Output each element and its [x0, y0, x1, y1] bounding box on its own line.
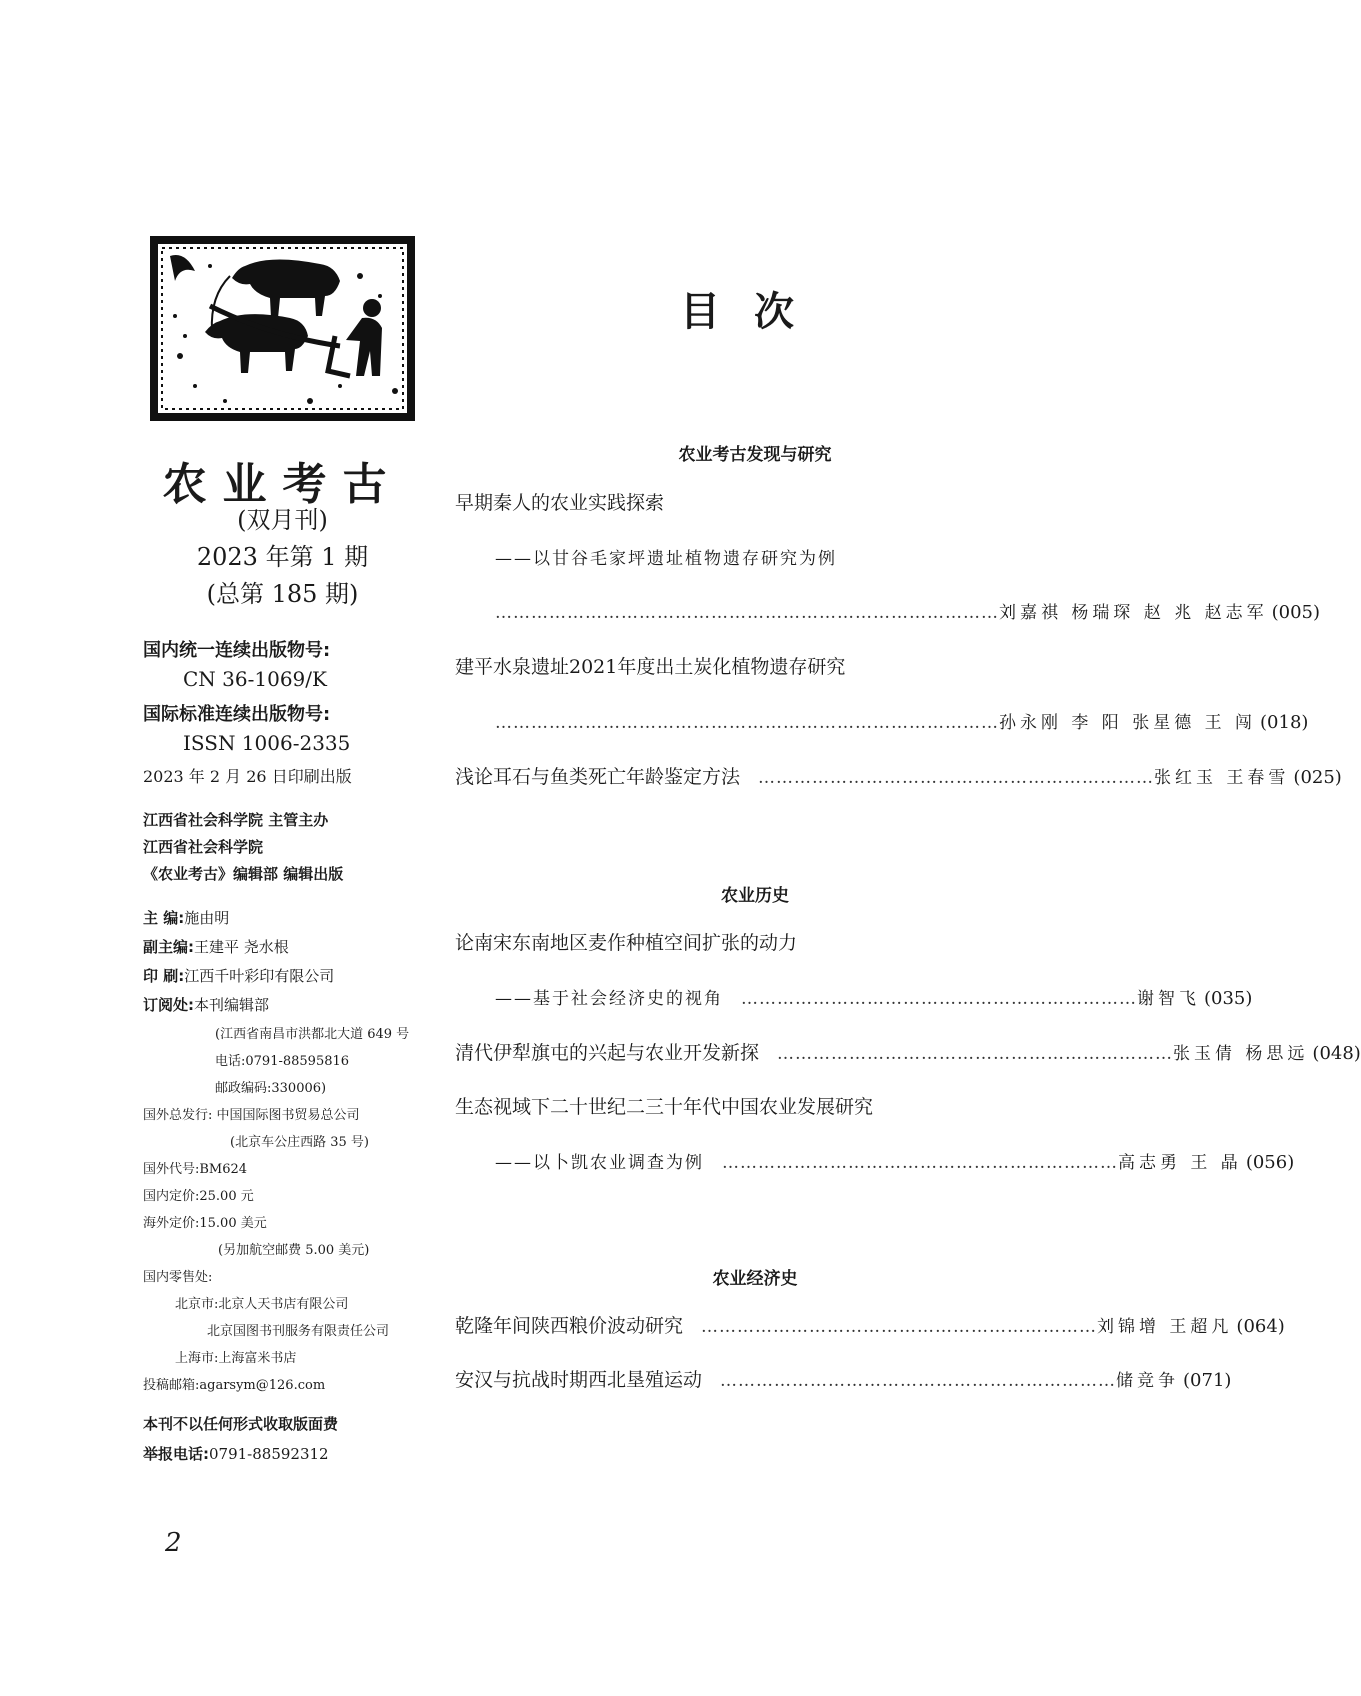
retail-beijing-1: 北京市:北京人天书店有限公司: [175, 1297, 349, 1312]
price-domestic: 国内定价:25.00 元: [143, 1189, 254, 1204]
report-value: 0791-88592312: [209, 1445, 329, 1463]
subscription-address: (江西省南昌市洪都北大道 649 号: [215, 1027, 410, 1042]
article-authors: 孙永刚 李 阳 张星德 王 闯: [999, 713, 1257, 733]
no-fee-notice: 本刊不以任何形式收取版面费: [143, 1415, 339, 1433]
issn-number: ISSN 1006-2335: [183, 731, 351, 755]
price-overseas: 海外定价:15.00 美元: [143, 1216, 267, 1231]
dot-leader: …………………………………………………………………………: [495, 713, 999, 733]
article-page[interactable]: (005): [1271, 602, 1321, 623]
journal-frequency: (双月刊): [237, 506, 328, 534]
article-page[interactable]: (035): [1204, 988, 1253, 1009]
retail-beijing-2: 北京国图书刊服务有限责任公司: [207, 1324, 390, 1339]
article-entry: [495, 984, 1253, 1009]
editor-label: 主 编:: [143, 909, 185, 927]
printer-value: 江西千叶彩印有限公司: [184, 967, 335, 985]
article-entry: [455, 1038, 1361, 1065]
article-title[interactable]: 乾隆年间陕西粮价波动研究: [455, 1315, 684, 1337]
section-title: 农业考古发现与研究: [678, 445, 832, 465]
dot-leader: …………………………………………………………: [720, 1371, 1117, 1391]
article-authors: 张玉倩 杨思远: [1173, 1044, 1309, 1064]
issn-label: 国际标准连续出版物号:: [143, 704, 331, 725]
cn-label: 国内统一连续出版物号:: [143, 640, 331, 661]
overseas-code: 国外代号:BM624: [143, 1162, 248, 1177]
printer: [143, 965, 334, 986]
subscription-phone: 电话:0791-88595816: [215, 1054, 350, 1069]
article-subtitle: ——以卜凯农业调查为例: [495, 1153, 704, 1173]
article-page[interactable]: (048): [1312, 1043, 1361, 1064]
dot-leader: …………………………………………………………: [777, 1044, 1174, 1064]
article-subtitle: ——基于社会经济史的视角: [495, 989, 723, 1009]
article-title[interactable]: 早期秦人的农业实践探索: [455, 492, 665, 514]
section-title: 农业历史: [721, 886, 789, 906]
price-airmail: (另加航空邮费 5.00 美元): [218, 1243, 370, 1258]
deputy-editors: [143, 936, 289, 957]
article-page[interactable]: (025): [1293, 767, 1342, 788]
article-byline: [495, 708, 1309, 733]
deputy-label: 副主编:: [143, 938, 194, 956]
deputy-value: 王建平 尧水根: [194, 938, 289, 956]
retail-label: 国内零售处:: [143, 1270, 213, 1285]
contents-heading: 目次: [680, 289, 828, 335]
submission-email: 投稿邮箱:agarsym@126.com: [143, 1378, 326, 1393]
dot-leader: …………………………………………………………………………: [495, 603, 999, 623]
article-page[interactable]: (064): [1236, 1316, 1285, 1337]
subscribe-value: 本刊编辑部: [194, 996, 270, 1014]
article-title[interactable]: 论南宋东南地区麦作种植空间扩张的动力: [455, 932, 798, 954]
dot-leader: …………………………………………………………: [741, 989, 1137, 1009]
dot-leader: …………………………………………………………: [701, 1317, 1098, 1337]
article-authors: 张红玉 王春雪: [1154, 768, 1290, 788]
section-title: 农业经济史: [712, 1269, 798, 1289]
publisher-institute: 江西省社会科学院: [143, 838, 264, 856]
article-title[interactable]: 清代伊犁旗屯的兴起与农业开发新探: [455, 1042, 760, 1064]
article-authors: 谢智飞: [1137, 989, 1200, 1009]
article-subtitle: ——以甘谷毛家坪遗址植物遗存研究为例: [495, 549, 837, 569]
article-title[interactable]: 安汉与抗战时期西北垦殖运动: [455, 1369, 703, 1391]
journal-title: 农业考古: [162, 459, 403, 510]
article-authors: 刘锦增 王超凡: [1097, 1317, 1233, 1337]
total-issue-number: (总第 185 期): [206, 580, 359, 608]
issue-number: 2023 年第 1 期: [196, 543, 369, 571]
article-authors: 储竞争: [1116, 1371, 1180, 1391]
retail-shanghai: 上海市:上海富米书店: [175, 1351, 297, 1366]
overseas-distributor: 国外总发行: 中国国际图书贸易总公司: [143, 1108, 360, 1123]
publisher-sponsor: 江西省社会科学院 主管主办: [143, 811, 329, 829]
article-byline: [495, 598, 1321, 623]
article-authors: 高志勇 王 晶: [1118, 1153, 1242, 1173]
article-entry: [455, 1365, 1232, 1392]
article-entry: [455, 762, 1342, 789]
editor-value: 施由明: [184, 909, 230, 927]
journal-logo-woodcut: [150, 236, 415, 421]
article-title[interactable]: 浅论耳石与鱼类死亡年龄鉴定方法: [455, 766, 741, 788]
editor-in-chief: [143, 907, 229, 928]
article-page[interactable]: (071): [1183, 1370, 1232, 1391]
subscribe-label: 订阅处:: [143, 996, 194, 1014]
dot-leader: …………………………………………………………: [722, 1153, 1118, 1173]
publisher-editorial: 《农业考古》编辑部 编辑出版: [143, 865, 344, 883]
article-authors: 刘嘉祺 杨瑞琛 赵 兆 赵志军: [999, 603, 1268, 623]
article-title[interactable]: 建平水泉遗址2021年度出土炭化植物遗存研究: [455, 656, 846, 678]
report-phone: [143, 1443, 329, 1464]
article-page[interactable]: (018): [1260, 712, 1309, 733]
overseas-address: (北京车公庄西路 35 号): [230, 1135, 369, 1150]
article-title[interactable]: 生态视域下二十世纪二三十年代中国农业发展研究: [455, 1096, 874, 1118]
page-number: 2: [165, 1528, 182, 1558]
subscription: [143, 994, 269, 1015]
article-entry: [455, 1311, 1285, 1338]
dot-leader: …………………………………………………………: [758, 768, 1155, 788]
printer-label: 印 刷:: [143, 967, 185, 985]
cn-number: CN 36-1069/K: [183, 667, 327, 691]
subscription-zip: 邮政编码:330006): [215, 1081, 327, 1096]
print-date: 2023 年 2 月 26 日印刷出版: [143, 767, 352, 786]
article-page[interactable]: (056): [1245, 1152, 1295, 1173]
article-entry: [495, 1148, 1295, 1173]
report-label: 举报电话:: [143, 1445, 209, 1463]
article-subtitle-line: [495, 544, 1055, 569]
